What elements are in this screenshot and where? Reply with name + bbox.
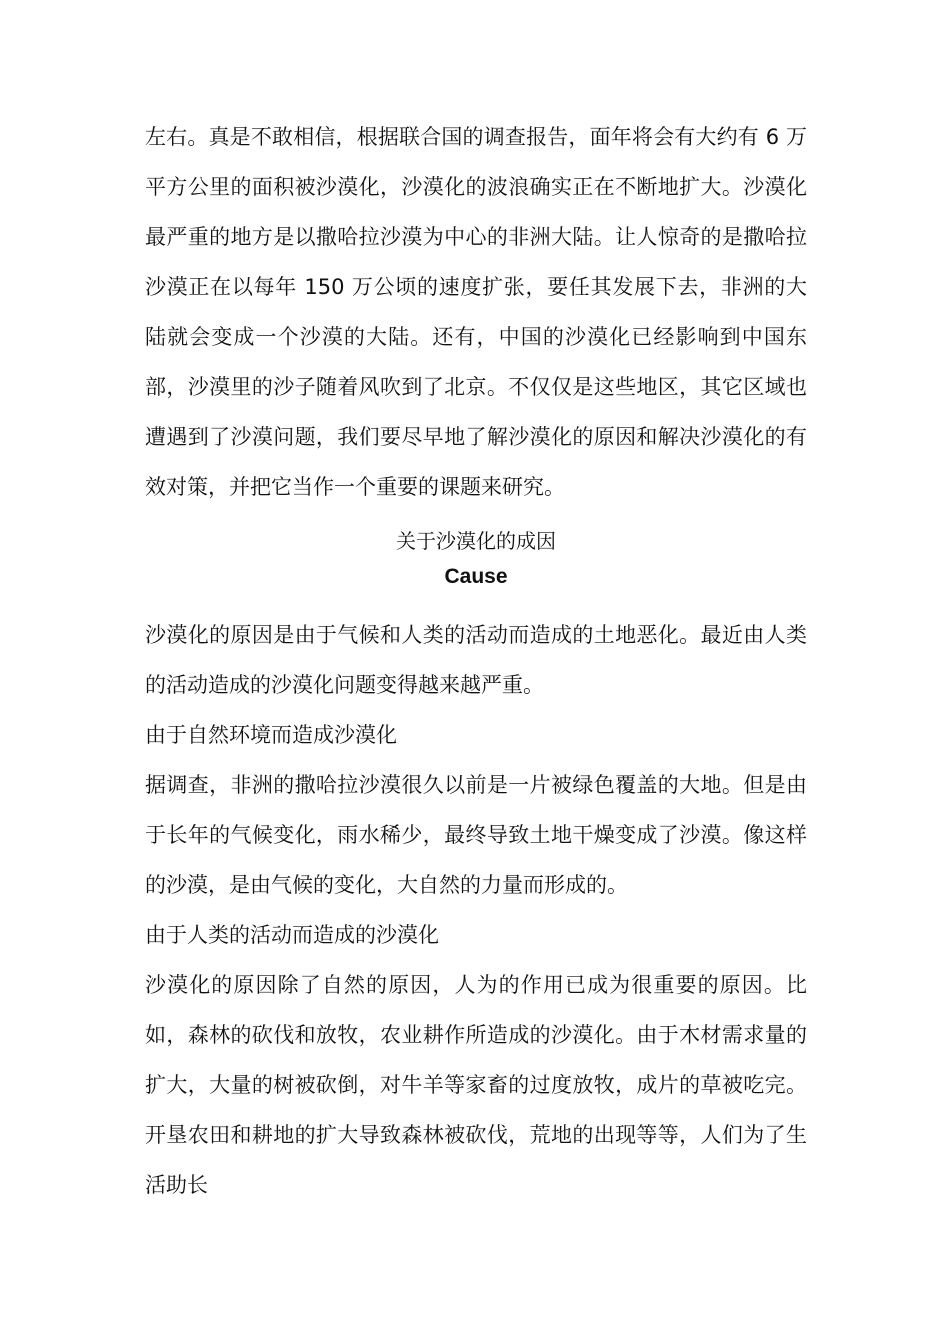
natural-causes-paragraph: 据调查，非洲的撒哈拉沙漠很久以前是一片被绿色覆盖的大地。但是由于长年的气候变化，雨水稀少，最终导致土地干燥变成了沙漠。像这样的沙漠，是由气候的变化，大自然的力量而形成的。 (145, 773, 807, 897)
document-body (145, 112, 807, 1210)
natural-causes-subheading: 由于自然环境而造成沙漠化 (145, 723, 397, 747)
cause-intro-paragraph: 沙漠化的原因是由于气候和人类的活动而造成的土地恶化。最近由人类的活动造成的沙漠化问题变得越来越严重。 (145, 623, 807, 697)
human-causes-paragraph: 沙漠化的原因除了自然的原因，人为的作用已成为很重要的原因。比如，森林的砍伐和放牧，农业耕作所造成的沙漠化。由于木材需求量的扩大，大量的树被砍倒，对牛羊等家畜的过度放牧，成片的草被吃完。开垦农田和耕地的扩大导致森林被砍伐，荒地的出现等等，人们为了生活助长 (145, 973, 807, 1197)
human-causes-subheading: 由于人类的活动而造成的沙漠化 (145, 923, 439, 947)
heading-spacer (145, 591, 807, 610)
section-title-chinese: 关于沙漠化的成因 (396, 529, 556, 553)
intro-paragraph: 左右。真是不敢相信，根据联合国的调查报告，面年将会有大约有 6 万平方公里的面积被沙漠化，沙漠化的波浪确实正在不断地扩大。沙漠化最严重的地方是以撒哈拉沙漠为中心的非洲大陆。让人惊奇的是撒哈拉沙漠正在以每年 150 万公顷的速度扩张，要任其发展下去，非洲的大陆就会变成一个沙漠的大陆。还有，中国的沙漠化已经影响到中国东部，沙漠里的沙子随着风吹到了北京。不仅仅是这些地区，其它区域也遭遇到了沙漠问题，我们要尽早地了解沙漠化的原因和解决沙漠化的有效对策，并把它当作一个重要的课题来研究。 (145, 125, 807, 499)
section-title-english: Cause (444, 565, 508, 588)
